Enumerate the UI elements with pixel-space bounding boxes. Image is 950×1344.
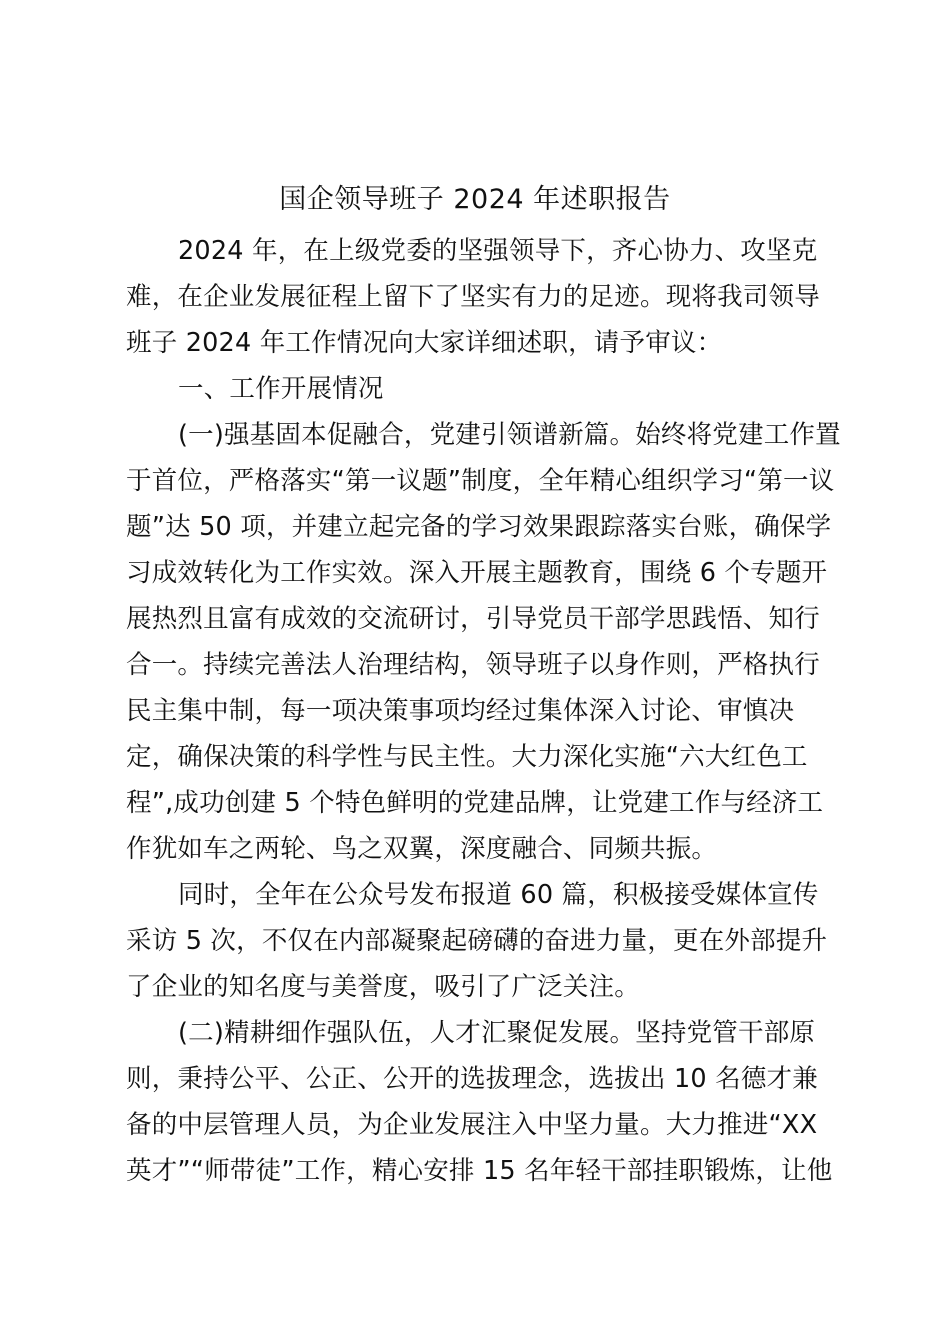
paragraph-party-building-line-1: (一)强基固本促融合，党建引领谱新篇。始终将党建工作置 [178, 420, 841, 450]
paragraph-party-building-line-10: 作犹如车之两轮、鸟之双翼，深度融合、同频共振。 [126, 834, 718, 864]
paragraph-talent-line-4: 英才”“师带徒”工作，精心安排 15 名年轻干部挂职锻炼，让他 [126, 1156, 833, 1186]
paragraph-party-building-line-5: 展热烈且富有成效的交流研讨，引导党员干部学思践悟、知行 [126, 604, 820, 634]
paragraph-party-building-line-3: 题”达 50 项，并建立起完备的学习效果跟踪落实台账，确保学 [126, 512, 832, 542]
paragraph-media-line-2: 采访 5 次，不仅在内部凝聚起磅礴的奋进力量，更在外部提升 [126, 926, 828, 956]
paragraph-party-building-line-2: 于首位，严格落实“第一议题”制度，全年精心组织学习“第一议 [126, 466, 835, 496]
paragraph-intro-line-2: 难，在企业发展征程上留下了坚实有力的足迹。现将我司领导 [126, 282, 820, 312]
paragraph-party-building-line-7: 民主集中制，每一项决策事项均经过集体深入讨论、审慎决 [126, 696, 795, 726]
section-heading-work-status: 一、工作开展情况 [178, 374, 384, 404]
paragraph-party-building-line-4: 习成效转化为工作实效。深入开展主题教育，围绕 6 个专题开 [126, 558, 828, 588]
paragraph-talent-line-1: (二)精耕细作强队伍，人才汇聚促发展。坚持党管干部原 [178, 1018, 816, 1048]
document-body [126, 228, 841, 1194]
paragraph-intro-line-1: 2024 年，在上级党委的坚强领导下，齐心协力、攻坚克 [178, 236, 818, 266]
paragraph-media-line-3: 了企业的知名度与美誉度，吸引了广泛关注。 [126, 972, 641, 1002]
paragraph-talent-line-2: 则，秉持公平、公正、公开的选拔理念，选拔出 10 名德才兼 [126, 1064, 818, 1094]
paragraph-talent-line-3: 备的中层管理人员，为企业发展注入中坚力量。大力推进“XX [126, 1110, 818, 1140]
paragraph-party-building-line-8: 定，确保决策的科学性与民主性。大力深化实施“六大红色工 [126, 742, 808, 772]
paragraph-party-building-line-9: 程”,成功创建 5 个特色鲜明的党建品牌，让党建工作与经济工 [126, 788, 824, 818]
paragraph-media-line-1: 同时，全年在公众号发布报道 60 篇，积极接受媒体宣传 [178, 880, 819, 910]
paragraph-intro-line-3: 班子 2024 年工作情况向大家详细述职，请予审议： [126, 328, 723, 358]
paragraph-party-building-line-6: 合一。持续完善法人治理结构，领导班子以身作则，严格执行 [126, 650, 820, 680]
document-title: 国企领导班子 2024 年述职报告 [279, 184, 671, 215]
